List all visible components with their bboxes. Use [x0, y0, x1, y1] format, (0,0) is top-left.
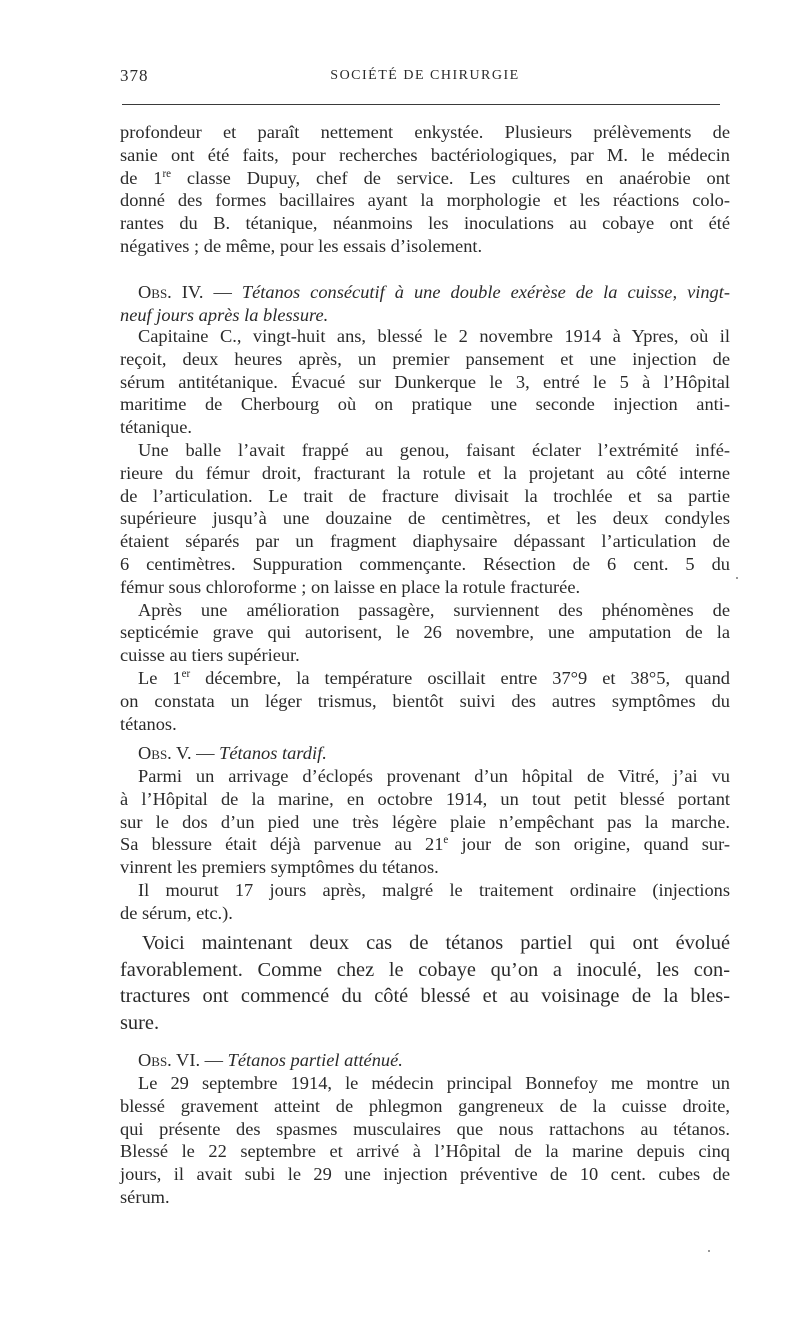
paragraph-line: sanie ont été faits, pour recherches bactériologiques, par M. le médecin — [120, 144, 730, 165]
header-rule — [122, 104, 720, 105]
paragraph-line: profondeur et paraît nettement enkystée. Plusieurs prélèvements de — [120, 122, 730, 142]
print-speck — [708, 1250, 710, 1252]
paragraph-line: sur le dos d’un pied une très légère plaie n’empêchant pas la marche. — [120, 811, 730, 832]
obs-heading: Obs. V. — Tétanos tardif. — [138, 743, 327, 763]
paragraph-line: à l’Hôpital de la marine, en octobre 1914, un tout petit blessé portant — [120, 788, 730, 809]
paragraph-line: de sérum, etc.). — [120, 902, 233, 923]
paragraph-line: tétanos. — [120, 713, 177, 734]
print-speck — [736, 577, 738, 579]
obs-heading: neuf jours après la blessure. — [120, 304, 329, 325]
paragraph-line: Sa blessure était déjà parvenue au 21e jour de son origine, quand sur- — [120, 834, 730, 855]
paragraph-line: Le 1er décembre, la température oscillait entre 37°9 et 38°5, quand — [138, 667, 730, 688]
paragraph-line: Blessé le 22 septembre et arrivé à l’Hôpital de la marine depuis cinq — [120, 1141, 730, 1162]
paragraph-line: 6 centimètres. Suppuration commençante. Résection de 6 cent. 5 du — [120, 554, 730, 574]
paragraph-line: Capitaine C., vingt-huit ans, blessé le 2 novembre 1914 à Ypres, où il — [138, 326, 730, 346]
paragraph-line: rantes du B. tétanique, néanmoins les inoculations au cobaye ont été — [120, 213, 730, 234]
paragraph-line: on constata un léger trismus, bientôt suivi des autres symptômes du — [120, 690, 730, 711]
paragraph-line: de 1re classe Dupuy, chef de service. Les cultures en anaérobie ont — [120, 167, 730, 188]
paragraph-line: de l’articulation. Le trait de fracture divisait la trochlée et sa partie — [120, 485, 730, 506]
paragraph-line: rieure du fémur droit, fracturant la rotule et la projetant au côté interne — [120, 462, 730, 483]
paragraph-line: sérum. — [120, 1187, 170, 1207]
running-head: SOCIÉTÉ DE CHIRURGIE — [330, 68, 520, 83]
paragraph-line: vinrent les premiers symptômes du tétanos. — [120, 857, 439, 878]
large-paragraph-line: tractures ont commencé du côté blessé et au voisinage de la bles- — [120, 985, 730, 1007]
paragraph-line: Parmi un arrivage d’éclopés provenant d’un hôpital de Vitré, j’ai vu — [138, 766, 730, 786]
paragraph-line: Après une amélioration passagère, surviennent des phénomènes de — [138, 599, 730, 620]
obs-heading: Obs. IV. — Tétanos consécutif à une double exérèse de la cuisse, vingt- — [138, 282, 730, 302]
paragraph-line: Une balle l’avait frappé au genou, faisant éclater l’extrémité infé- — [138, 440, 730, 460]
paragraph-line: Il mourut 17 jours après, malgré le traitement ordinaire (injections — [138, 880, 730, 900]
paragraph-line: maritime de Cherbourg où on pratique une seconde injection anti- — [120, 394, 730, 415]
paragraph-line: sérum antitétanique. Évacué sur Dunkerque le 3, entré le 5 à l’Hôpital — [120, 371, 730, 392]
paragraph-line: donné des formes bacillaires ayant la morphologie et les réactions colo- — [120, 190, 730, 211]
page-header — [120, 66, 730, 88]
paragraph-line: fémur sous chloroforme ; on laisse en place la rotule fracturée. — [120, 576, 581, 597]
paragraph-line: reçoit, deux heures après, un premier pansement et une injection de — [120, 348, 730, 369]
large-paragraph-line: sure. — [120, 1011, 160, 1034]
paragraph-line: qui présente des spasmes musculaires que nous rattachons au tétanos. — [120, 1118, 730, 1139]
paragraph-line: blessé gravement atteint de phlegmon gangreneux de la cuisse droite, — [120, 1095, 730, 1116]
page-number: 378 — [120, 66, 149, 85]
obs-heading: Obs. VI. — Tétanos partiel atténué. — [138, 1050, 403, 1070]
paragraph-line: jours, il avait subi le 29 une injection préventive de 10 cent. cubes de — [120, 1164, 730, 1185]
paragraph-line: étaient séparés par un fragment diaphysaire dépassant l’articulation de — [120, 531, 730, 552]
paragraph-line: négatives ; de même, pour les essais d’isolement. — [120, 236, 483, 256]
paragraph-line: Le 29 septembre 1914, le médecin principal Bonnefoy me montre un — [138, 1073, 730, 1093]
paragraph-line: cuisse au tiers supérieur. — [120, 645, 300, 666]
paragraph-line: supérieure jusqu’à une douzaine de centimètres, et les deux condyles — [120, 508, 730, 529]
paragraph-line: tétanique. — [120, 417, 193, 438]
large-paragraph-line: favorablement. Comme chez le cobaye qu’on a inoculé, les con- — [120, 958, 730, 981]
large-paragraph-line: Voici maintenant deux cas de tétanos partiel qui ont évolué — [142, 932, 730, 954]
paragraph-line: septicémie grave qui autorisent, le 26 novembre, une amputation de la — [120, 622, 730, 643]
